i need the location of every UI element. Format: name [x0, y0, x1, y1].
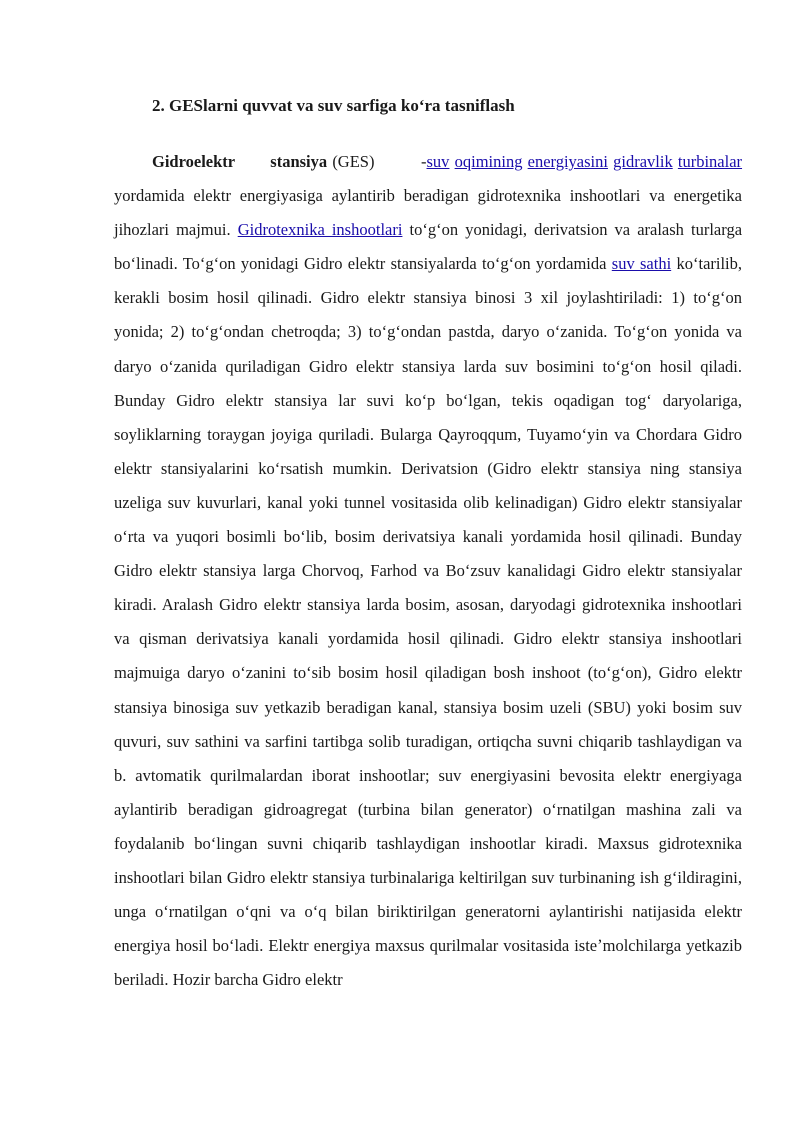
paragraph-text-2: toʻgʻon yonidagi, derivatsion va aralash turlarga boʻlinadi. Toʻgʻon yonidagi Gidro elektr stansiyalarda toʻgʻon yordamida — [114, 220, 743, 274]
section-heading: 2. GESlarni quvvat va suv sarfiga koʻra tasniflash — [152, 96, 515, 115]
link-gidravlik[interactable]: gidravlik — [613, 152, 673, 171]
link-gidrotexnika-inshootlari[interactable]: Gidrotexnika inshootlari — [237, 220, 403, 240]
paragraph-text-3: koʻtarilib, kerakli bosim hosil qilinadi. Gidro elektr stansiya binosi 3 xil joylashtiriladi: 1) toʻgʻon yonida; 2) toʻgʻondan chetroqda; 3) toʻgʻondan pastda, daryo oʻzanida. Toʻgʻon yonida va daryo oʻzanida quriladigan Gidro elektr stansiya larda suv bosimini toʻgʻon hosil qiladi. Bunday Gidro elektr stansiya lar suvi koʻp boʻlgan, tekis oqadigan togʻ daryolariga, soyliklarning toraygan joyiga quriladi. Bularga Qayroqqum, Tuyamoʻyin va Chordara Gidro elektr stansiyalarini koʻrsatish mumkin. Derivatsion (Gidro elektr stansiya ning stansiya uzeliga suv kuvurlari, kanal yoki tunnel vositasida olib kelinadigan) Gidro elektr stansiyalar oʻrta va yuqori bosimli boʻlib, bosim derivatsiya kanali yordamida hosil qilinadi. Bunday Gidro elektr stansiya larga Chorvoq, Farhod va Boʻzsuv kanalidagi Gidro elektr stansiyalar kiradi. Aralash Gidro elektr stansiya larda bosim, asosan, daryodagi gidrotexnika inshootlari va qisman derivatsiya kanali yordamida hosil qilinadi. Gidro elektr stansiya inshootlari majmuiga daryo oʻzanini toʻsib bosim hosil qiladigan bosh inshoot (toʻgʻon), Gidro elektr stansiya binosiga suv yetkazib beradigan kanal, stansiya bosim uzeli (SBU) yoki bosim suv quvuri, suv sathini va sarfini tartibga solib turadigan, ortiqcha suvni chiqarib tashlaydigan va b. avtomatik qurilmalardan iborat inshootlar; suv energiyasini bevosita elektr energiyaga aylantirib beradigan gidroagregat (turbina bilan generator) oʻrnatilgan mashina zali va foydalanib boʻlingan suvni chiqarib tashlaydigan inshootlar kiradi. Maxsus gidrotexnika inshootlari bilan Gidro elektr stansiya turbinalariga keltirilgan suv turbinaning ish gʻildiragini, unga oʻrnatilgan oʻqni va oʻq bilan biriktirilgan generatorni aylantirishi natijasida elektr energiya hosil boʻladi. Elektr energiya maxsus qurilmalar vositasida isteʼmolchilarga yetkazib beriladi. Hozir barcha Gidro elektr — [114, 254, 743, 990]
dash: - — [421, 152, 427, 171]
link-suv[interactable]: suv — [426, 152, 450, 171]
lead-bold-2: stansiya — [270, 152, 328, 171]
link-energiyasini[interactable]: energiyasini — [527, 152, 608, 171]
body-paragraph — [114, 145, 742, 997]
link-oqimining[interactable]: oqimining — [454, 152, 523, 171]
lead-bold-1: Gidroelektr — [152, 152, 236, 171]
link-turbinalar[interactable]: turbinalar — [677, 152, 743, 171]
link-suv-sathi[interactable]: suv sathi — [611, 254, 672, 274]
lead-abbrev: (GES) — [332, 152, 375, 171]
lead-term — [152, 152, 327, 171]
paragraph-text-1: yordamida elektr energiyasiga aylantirib beradigan gidrotexnika inshootlari va energetika jihozlari majmui. — [114, 186, 742, 240]
